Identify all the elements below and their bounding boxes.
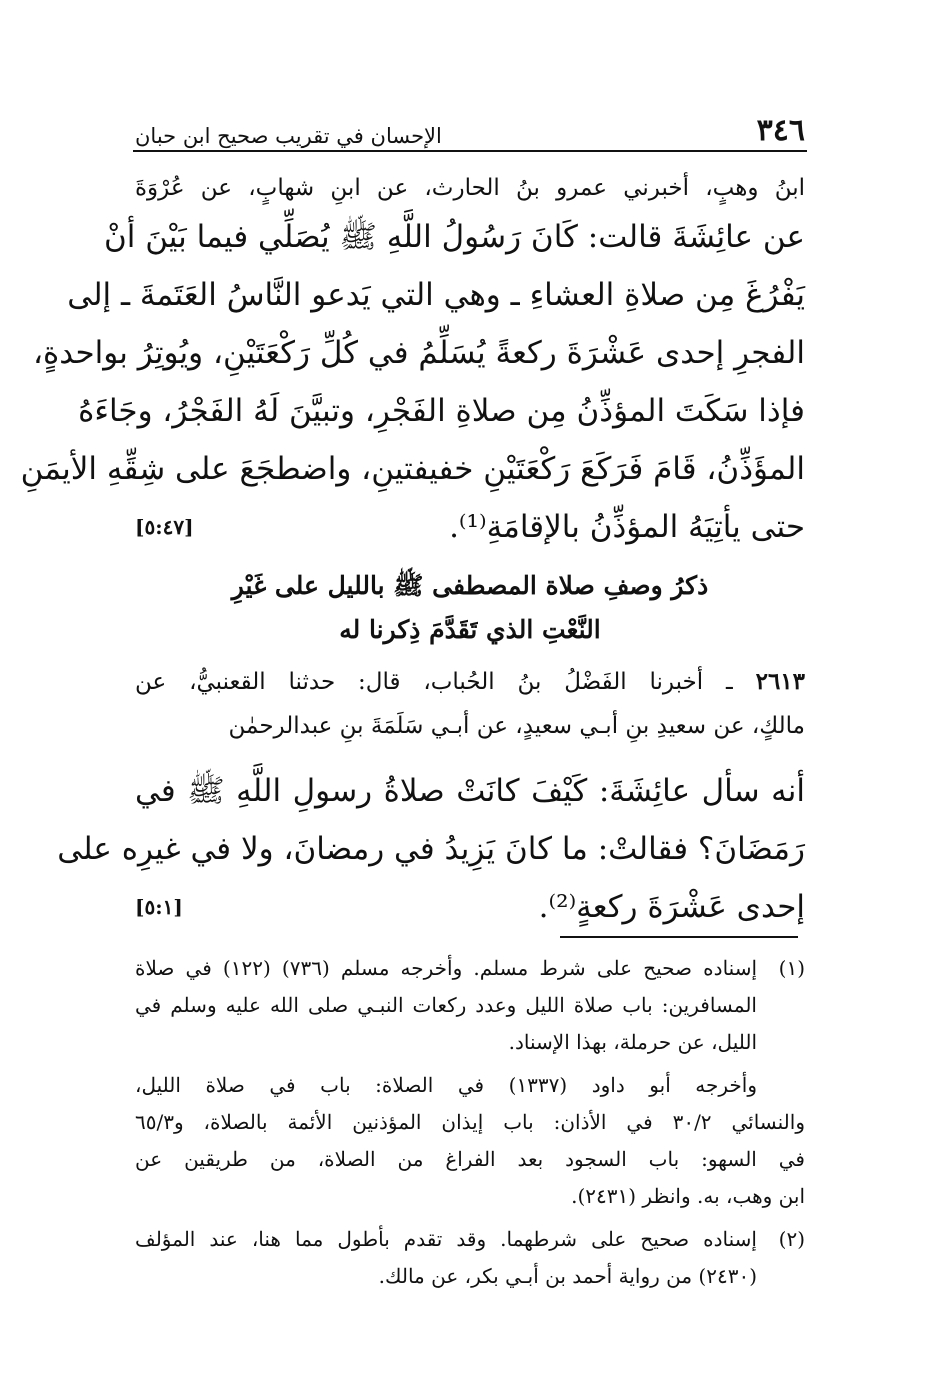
footnote-marker: (١) <box>778 956 805 980</box>
footnote-line: إسناده صحيح على شرطهما. وقد تقدم بأطول مما هنا، عند المؤلف <box>135 1227 757 1251</box>
footnote-line: المسافرين: باب صلاة الليل وعدد ركعات النبـي صلى الله عليه وسلم في <box>135 993 757 1017</box>
hadith-text <box>57 762 805 936</box>
isnad-line <box>135 660 805 704</box>
hadith-text <box>20 208 805 556</box>
chapter-title-line: النَّعْتِ الذي تَقَدَّمَ ذِكرنا له <box>339 615 601 644</box>
footnote <box>135 1215 805 1295</box>
hadith-line: يَفْرُغَ مِن صلاةِ العشاءِ ـ وهي التي يَدعو النَّاسُ العَتَمةَ ـ إلى <box>67 277 805 313</box>
running-title: الإحسان في تقريب صحيح ابن حبان <box>135 124 442 148</box>
hadith-line: المؤَذِّنُ، قَامَ فَرَكَعَ رَكْعَتَيْنِ خفيفتينِ، واضطجَعَ على شِقِّهِ الأيمَنِ <box>20 451 805 487</box>
isnad-line-text: ـ أخبرنا الفَضْلُ بنُ الحُباب، قال: حدثنا القعنبيُّ، عن <box>135 669 733 695</box>
isnad-continuation-line: ابنُ وهبٍ، أخبرني عمرو بنُ الحارث، عن ابنِ شهابٍ، عن عُرْوَةَ <box>135 175 805 201</box>
footnote-line: الليل، عن حرملة، بهذا الإسناد. <box>508 1030 757 1054</box>
hadith-reference: [٥:١] <box>135 895 183 919</box>
hadith-line: فإذا سَكَتَ المؤذِّنُ مِن صلاةِ الفَجْرِ، وتبيَّنَ لَهُ الفَجْرُ، وجَاءَهُ <box>78 393 805 429</box>
hadith-line: أنه سأل عائِشَةَ: كَيْفَ كانَتْ صلاةُ رسولِ اللَّهِ ﷺ في <box>135 773 805 809</box>
footnote-marker: (٢) <box>778 1227 805 1251</box>
footnotes <box>135 950 805 1295</box>
footnote-line: في السهو: باب السجود بعد الفراغ من الصلاة، من طريقين عن <box>135 1147 805 1171</box>
footnote-line: (٢٤٣٠) من رواية أحمد بن أبـي بكر، عن مالك. <box>378 1264 757 1288</box>
isnad-line: مالكٍ، عن سعيدِ بنِ أبـي سعيدٍ، عن أبـي سَلَمَةَ بنِ عبدالرحمٰن <box>228 713 805 739</box>
page-header <box>135 108 805 148</box>
footnote-line: والنسائي ٣٠/٢ في الأذان: باب إيذان المؤذنين الأئمة بالصلاة، و٦٥/٣ <box>135 1110 805 1134</box>
hadith-line: رَمَضَانَ؟ فقالتْ: ما كانَ يَزِيدُ في رمضانَ، ولا في غيرِه على <box>57 831 805 867</box>
footnote-body <box>135 1221 757 1295</box>
hadith-reference: [٥:٤٧] <box>135 515 194 539</box>
hadith-isnad <box>135 660 805 748</box>
hadith-line-text: إحدى عَشْرَةَ ركعةٍ⁽²⁾. <box>538 889 805 925</box>
hadith-line-text: حتى يأتِيَهُ المؤذِّنُ بالإقامَةِ⁽¹⁾. <box>449 509 805 545</box>
footnote-paragraph <box>135 1061 805 1215</box>
hadith-line: عن عائِشَةَ قالت: كَانَ رَسُولُ اللَّهِ ﷺ يُصَلِّي فيما بَيْنَ أنْ <box>103 219 805 255</box>
footnote-line: إسناده صحيح على شرط مسلم. وأخرجه مسلم (٧٣٦) (١٢٢) في صلاة <box>135 956 758 980</box>
hadith-last-line <box>135 498 805 556</box>
footnote <box>135 950 805 1061</box>
footnote-line: وأخرجه أبو داود (١٣٣٧) في الصلاة: باب في صلاة الليل، <box>135 1073 758 1097</box>
main-text <box>20 168 806 936</box>
footnote-body <box>135 950 757 1061</box>
hadith-number: ٢٦١٣ <box>755 668 806 695</box>
footnote-rule <box>560 936 798 938</box>
page-number: ٣٤٦ <box>756 113 805 148</box>
chapter-title-line: ذكرُ وصفِ صلاة المصطفى ﷺ بالليل على غَيْرِ <box>231 571 709 600</box>
hadith-last-line <box>135 878 805 936</box>
chapter-title <box>135 564 805 652</box>
footnote-line: ابن وهب، به. وانظر (٢٤٣١). <box>571 1184 805 1208</box>
hadith-line: الفجرِ إحدى عَشْرَةَ ركعةً يُسَلِّمُ في كُلِّ رَكْعَتَيْنِ، ويُوتِرُ بواحدةٍ، <box>32 335 805 371</box>
header-rule <box>133 150 807 152</box>
